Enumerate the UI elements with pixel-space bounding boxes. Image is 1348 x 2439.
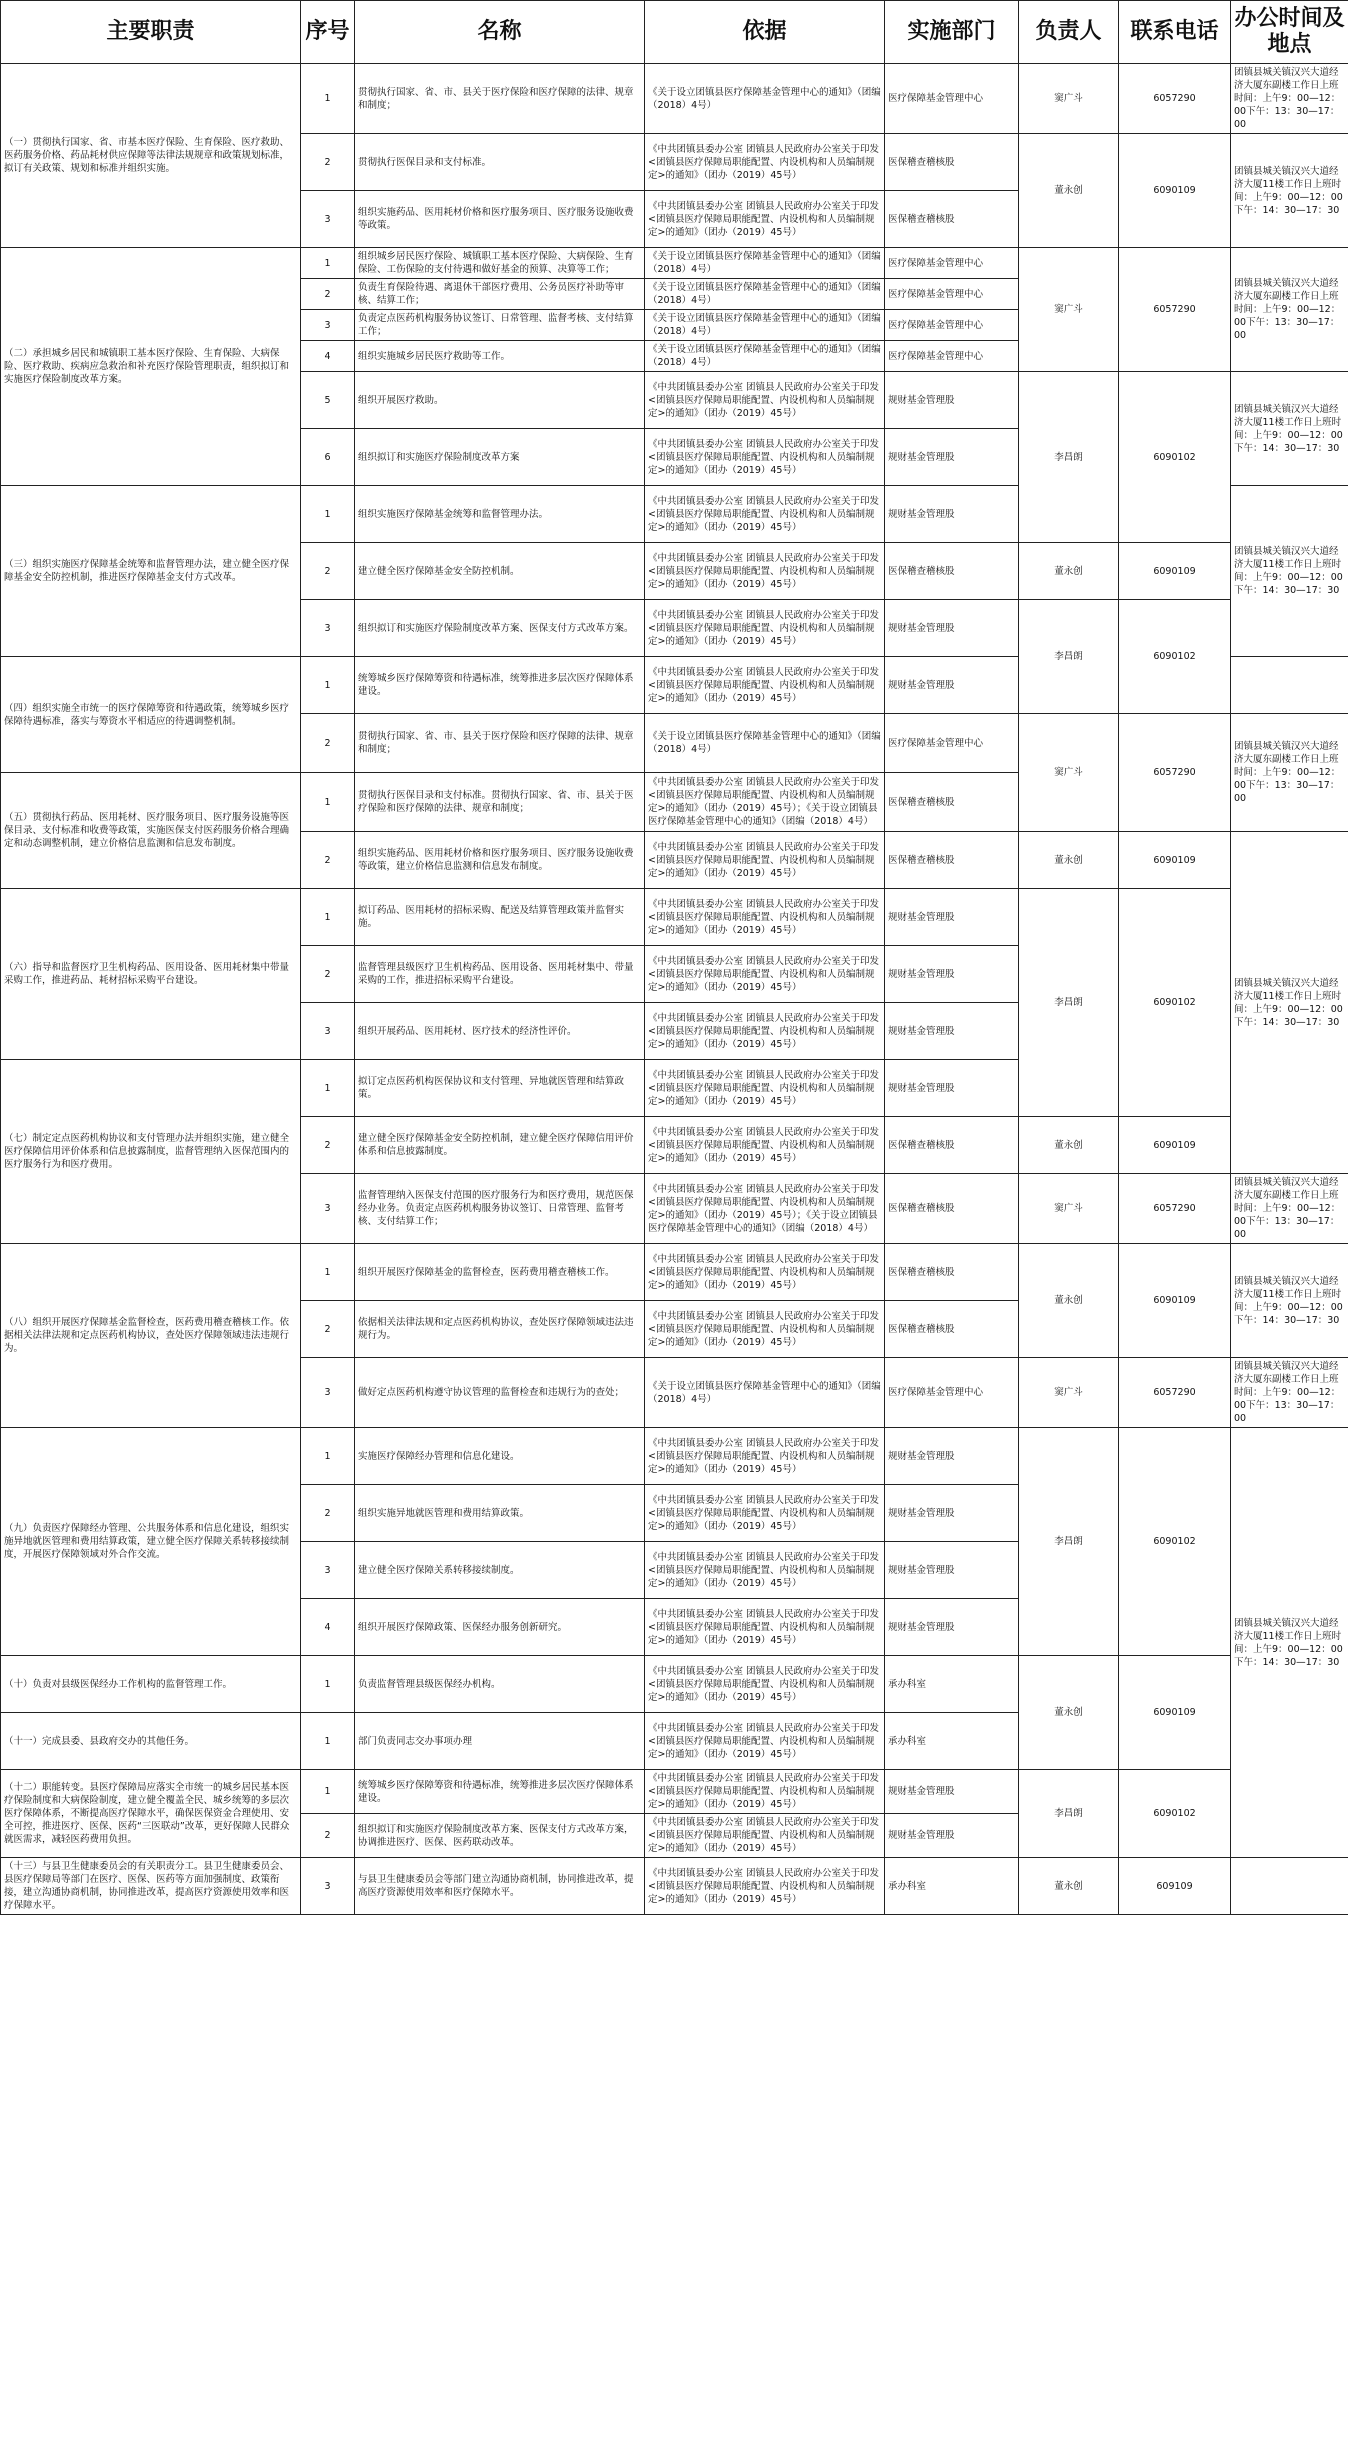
duty-cell: （二）承担城乡居民和城镇职工基本医疗保险、生育保险、大病保险、医疗救助、疾病应急救治和补充医疗保险管理职责，组织拟订和实施医疗保险制度改革方案。 — [1, 248, 301, 486]
dept-cell: 规财基金管理股 — [885, 1003, 1019, 1060]
person-cell: 董永创 — [1019, 1858, 1119, 1915]
dept-cell: 医保稽查稽核股 — [885, 1117, 1019, 1174]
table-row — [1, 1244, 1348, 1301]
seq-cell: 1 — [301, 1060, 355, 1117]
dept-cell: 医疗保障基金管理中心 — [885, 64, 1019, 134]
basis-cell: 《关于设立团镇县医疗保障基金管理中心的通知》（团编（2018）4号） — [645, 1358, 885, 1428]
seq-cell: 1 — [301, 1244, 355, 1301]
basis-cell: 《中共团镇县委办公室 团镇县人民政府办公室关于印发<团镇县医疗保障局职能配置、内设机构和人员编制规定>的通知》（团办（2019）45号） — [645, 543, 885, 600]
office-cell: 团镇县城关镇汉兴大道经济大厦11楼工作日上班时间：上午9：00—12：00下午：14：30—17：30 — [1231, 1428, 1348, 1858]
phone-cell: 6057290 — [1119, 64, 1231, 134]
basis-cell: 《中共团镇县委办公室 团镇县人民政府办公室关于印发<团镇县医疗保障局职能配置、内设机构和人员编制规定>的通知》（团办（2019）45号） — [645, 1301, 885, 1358]
name-cell: 贯彻执行国家、省、市、县关于医疗保险和医疗保障的法律、规章和制度； — [355, 64, 645, 134]
office-cell: 团镇县城关镇汉兴大道经济大厦11楼工作日上班时间：上午9：00—12：00下午：14：30—17：30 — [1231, 832, 1348, 1174]
duty-cell: （八）组织开展医疗保障基金监督检查，医药费用稽查稽核工作。依据相关法律法规和定点医药机构协议，查处医疗保障领域违法违规行为。 — [1, 1244, 301, 1428]
name-cell: 贯彻执行医保目录和支付标准。 — [355, 134, 645, 191]
phone-cell: 6090109 — [1119, 1656, 1231, 1770]
office-cell: 团镇县城关镇汉兴大道经济大厦11楼工作日上班时间：上午9：00—12：00下午：14：30—17：30 — [1231, 1244, 1348, 1358]
seq-cell: 1 — [301, 486, 355, 543]
dept-cell: 医保稽查稽核股 — [885, 191, 1019, 248]
duty-cell: （一）贯彻执行国家、省、市基本医疗保险、生育保险、医疗救助、医药服务价格、药品耗材供应保障等法律法规规章和政策规划标准，拟订有关政策、规划和标准并组织实施。 — [1, 64, 301, 248]
basis-cell: 《中共团镇县委办公室 团镇县人民政府办公室关于印发<团镇县医疗保障局职能配置、内设机构和人员编制规定>的通知》（团办（2019）45号） — [645, 1713, 885, 1770]
name-cell: 组织实施药品、医用耗材价格和医疗服务项目、医疗服务设施收费等政策。 — [355, 191, 645, 248]
basis-cell: 《中共团镇县委办公室 团镇县人民政府办公室关于印发<团镇县医疗保障局职能配置、内设机构和人员编制规定>的通知》（团办（2019）45号） — [645, 600, 885, 657]
duty-cell: （十三）与县卫生健康委员会的有关职责分工。县卫生健康委员会、县医疗保障局等部门在医疗、医保、医药等方面加强制度、政策衔接，建立沟通协商机制，协同推进改革，提高医疗资源使用效率和医疗保障水平。 — [1, 1858, 301, 1915]
office-cell: 团镇县城关镇汉兴大道经济大厦11楼工作日上班时间：上午9：00—12：00下午：14：30—17：30 — [1231, 134, 1348, 248]
dept-cell: 医疗保障基金管理中心 — [885, 310, 1019, 341]
phone-cell: 6057290 — [1119, 1358, 1231, 1428]
basis-cell: 《关于设立团镇县医疗保障基金管理中心的通知》（团编（2018）4号） — [645, 64, 885, 134]
dept-cell: 承办科室 — [885, 1713, 1019, 1770]
name-cell: 建立健全医疗保障关系转移接续制度。 — [355, 1542, 645, 1599]
duty-cell: （十）负责对县级医保经办工作机构的监督管理工作。 — [1, 1656, 301, 1713]
name-cell: 负责生育保险待遇、离退休干部医疗费用、公务员医疗补助等审核、结算工作； — [355, 279, 645, 310]
name-cell: 组织拟订和实施医疗保险制度改革方案、医保支付方式改革方案。 — [355, 600, 645, 657]
person-cell: 李昌朗 — [1019, 600, 1119, 714]
duty-cell: （九）负责医疗保障经办管理、公共服务体系和信息化建设，组织实施异地就医管理和费用结算政策，建立健全医疗保障关系转移接续制度，开展医疗保障领域对外合作交流。 — [1, 1428, 301, 1656]
basis-cell: 《关于设立团镇县医疗保障基金管理中心的通知》（团编（2018）4号） — [645, 279, 885, 310]
basis-cell: 《中共团镇县委办公室 团镇县人民政府办公室关于印发<团镇县医疗保障局职能配置、内设机构和人员编制规定>的通知》（团办（2019）45号） — [645, 889, 885, 946]
phone-cell: 6057290 — [1119, 714, 1231, 832]
office-cell: 团镇县城关镇汉兴大道经济大厦东副楼工作日上班时间：上午9：00—12：00下午：13：30—17：00 — [1231, 64, 1348, 134]
dept-cell: 规财基金管理股 — [885, 372, 1019, 429]
basis-cell: 《关于设立团镇县医疗保障基金管理中心的通知》（团编（2018）4号） — [645, 341, 885, 372]
person-cell: 窦广斗 — [1019, 64, 1119, 134]
dept-cell: 规财基金管理股 — [885, 600, 1019, 657]
seq-cell: 2 — [301, 1814, 355, 1858]
office-cell: 团镇县城关镇汉兴大道经济大厦11楼工作日上班时间：上午9：00—12：00下午：14：30—17：30 — [1231, 372, 1348, 486]
basis-cell: 《关于设立团镇县医疗保障基金管理中心的通知》（团编（2018）4号） — [645, 714, 885, 773]
seq-cell: 5 — [301, 372, 355, 429]
basis-cell: 《中共团镇县委办公室 团镇县人民政府办公室关于印发<团镇县医疗保障局职能配置、内设机构和人员编制规定>的通知》（团办（2019）45号） — [645, 191, 885, 248]
basis-cell: 《中共团镇县委办公室 团镇县人民政府办公室关于印发<团镇县医疗保障局职能配置、内设机构和人员编制规定>的通知》（团办（2019）45号）；《关于设立团镇县医疗保障基金管理中心的通知》（团编（2018）4号） — [645, 773, 885, 832]
dept-cell: 医疗保障基金管理中心 — [885, 279, 1019, 310]
seq-cell: 1 — [301, 1428, 355, 1485]
dept-cell: 规财基金管理股 — [885, 486, 1019, 543]
dept-cell: 医疗保障基金管理中心 — [885, 341, 1019, 372]
table-row — [1, 1770, 1348, 1814]
basis-cell: 《中共团镇县委办公室 团镇县人民政府办公室关于印发<团镇县医疗保障局职能配置、内设机构和人员编制规定>的通知》（团办（2019）45号） — [645, 1117, 885, 1174]
dept-cell: 规财基金管理股 — [885, 1060, 1019, 1117]
phone-cell: 6090102 — [1119, 372, 1231, 543]
table-row — [1, 248, 1348, 279]
seq-cell: 3 — [301, 1174, 355, 1244]
seq-cell: 3 — [301, 1858, 355, 1915]
phone-cell: 6057290 — [1119, 248, 1231, 372]
seq-cell: 2 — [301, 832, 355, 889]
dept-cell: 规财基金管理股 — [885, 889, 1019, 946]
name-cell: 拟订定点医药机构医保协议和支付管理、异地就医管理和结算政策。 — [355, 1060, 645, 1117]
person-cell: 窦广斗 — [1019, 1358, 1119, 1428]
dept-cell: 医保稽查稽核股 — [885, 1174, 1019, 1244]
duty-cell: （十二）职能转变。县医疗保障局应落实全市统一的城乡居民基本医疗保险制度和大病保险制度，建立健全覆盖全民、城乡统筹的多层次医疗保障体系，不断提高医疗保障水平，确保医保资金合理使用、安全可控，推进医疗、医保、医药“三医联动”改革，更好保障人民群众就医需求，减轻医药费用负担。 — [1, 1770, 301, 1858]
duty-cell: （十一）完成县委、县政府交办的其他任务。 — [1, 1713, 301, 1770]
dept-cell: 规财基金管理股 — [885, 429, 1019, 486]
basis-cell: 《关于设立团镇县医疗保障基金管理中心的通知》（团编（2018）4号） — [645, 248, 885, 279]
header-office: 办公时间及地点 — [1231, 1, 1348, 64]
dept-cell: 医疗保障基金管理中心 — [885, 1358, 1019, 1428]
dept-cell: 规财基金管理股 — [885, 657, 1019, 714]
table-row — [1, 1858, 1348, 1915]
name-cell: 组织开展医疗保障基金的监督检查，医药费用稽查稽核工作。 — [355, 1244, 645, 1301]
office-cell: 团镇县城关镇汉兴大道经济大厦11楼工作日上班时间：上午9：00—12：00下午：14：30—17：30 — [1231, 486, 1348, 657]
seq-cell: 4 — [301, 341, 355, 372]
dept-cell: 医保稽查稽核股 — [885, 832, 1019, 889]
seq-cell: 3 — [301, 1003, 355, 1060]
office-cell: 团镇县城关镇汉兴大道经济大厦东副楼工作日上班时间：上午9：00—12：00下午：13：30—17：00 — [1231, 1358, 1348, 1428]
header-row — [1, 1, 1348, 64]
duty-cell: （六）指导和监督医疗卫生机构药品、医用设备、医用耗材集中带量采购工作，推进药品、耗材招标采购平台建设。 — [1, 889, 301, 1060]
dept-cell: 规财基金管理股 — [885, 1485, 1019, 1542]
phone-cell: 6090102 — [1119, 1428, 1231, 1656]
dept-cell: 医疗保障基金管理中心 — [885, 714, 1019, 773]
phone-cell: 6090109 — [1119, 1244, 1231, 1358]
dept-cell: 规财基金管理股 — [885, 946, 1019, 1003]
dept-cell: 医保稽查稽核股 — [885, 543, 1019, 600]
dept-cell: 医保稽查稽核股 — [885, 1244, 1019, 1301]
table-row — [1, 1428, 1348, 1485]
seq-cell: 1 — [301, 64, 355, 134]
dept-cell: 规财基金管理股 — [885, 1428, 1019, 1485]
person-cell: 李昌朗 — [1019, 372, 1119, 543]
seq-cell: 3 — [301, 191, 355, 248]
seq-cell: 3 — [301, 1542, 355, 1599]
phone-cell: 6090102 — [1119, 1770, 1231, 1858]
person-cell: 窦广斗 — [1019, 714, 1119, 832]
seq-cell: 2 — [301, 543, 355, 600]
name-cell: 组织拟订和实施医疗保险制度改革方案、医保支付方式改革方案，协调推进医疗、医保、医药联动改革。 — [355, 1814, 645, 1858]
phone-cell: 6090109 — [1119, 134, 1231, 248]
name-cell: 做好定点医药机构遵守协议管理的监督检查和违规行为的查处； — [355, 1358, 645, 1428]
phone-cell: 6090109 — [1119, 832, 1231, 889]
office-cell: 团镇县城关镇汉兴大道经济大厦东副楼工作日上班时间：上午9：00—12：00下午：13：30—17：00 — [1231, 1174, 1348, 1244]
name-cell: 统筹城乡医疗保障筹资和待遇标准，统筹推进多层次医疗保障体系建设。 — [355, 1770, 645, 1814]
dept-cell: 规财基金管理股 — [885, 1599, 1019, 1656]
name-cell: 组织开展医疗保障政策、医保经办服务创新研究。 — [355, 1599, 645, 1656]
person-cell: 李昌朗 — [1019, 889, 1119, 1117]
seq-cell: 3 — [301, 600, 355, 657]
seq-cell: 3 — [301, 310, 355, 341]
name-cell: 贯彻执行医保目录和支付标准。贯彻执行国家、省、市、县关于医疗保险和医疗保障的法律、规章和制度； — [355, 773, 645, 832]
header-dept: 实施部门 — [885, 1, 1019, 64]
name-cell: 组织开展医疗救助。 — [355, 372, 645, 429]
basis-cell: 《关于设立团镇县医疗保障基金管理中心的通知》（团编（2018）4号） — [645, 310, 885, 341]
basis-cell: 《中共团镇县委办公室 团镇县人民政府办公室关于印发<团镇县医疗保障局职能配置、内设机构和人员编制规定>的通知》（团办（2019）45号） — [645, 1770, 885, 1814]
name-cell: 依据相关法律法规和定点医药机构协议，查处医疗保障领域违法违规行为。 — [355, 1301, 645, 1358]
office-cell: 团镇县城关镇汉兴大道经济大厦东副楼工作日上班时间：上午9：00—12：00下午：13：30—17：00 — [1231, 714, 1348, 832]
basis-cell: 《中共团镇县委办公室 团镇县人民政府办公室关于印发<团镇县医疗保障局职能配置、内设机构和人员编制规定>的通知》（团办（2019）45号） — [645, 1542, 885, 1599]
header-person: 负责人 — [1019, 1, 1119, 64]
person-cell: 董永创 — [1019, 1117, 1119, 1174]
table-row — [1, 64, 1348, 134]
dept-cell: 医保稽查稽核股 — [885, 1301, 1019, 1358]
basis-cell: 《中共团镇县委办公室 团镇县人民政府办公室关于印发<团镇县医疗保障局职能配置、内设机构和人员编制规定>的通知》（团办（2019）45号） — [645, 1060, 885, 1117]
seq-cell: 1 — [301, 657, 355, 714]
name-cell: 监督管理纳入医保支付范围的医疗服务行为和医疗费用，规范医保经办业务。负责定点医药机构服务协议签订、日常管理、监督考核、支付结算工作； — [355, 1174, 645, 1244]
header-duty: 主要职责 — [1, 1, 301, 64]
duty-cell: （七）制定定点医药机构协议和支付管理办法并组织实施，建立健全医疗保障信用评价体系和信息披露制度，监督管理纳入医保范围内的医疗服务行为和医疗费用。 — [1, 1060, 301, 1244]
seq-cell: 3 — [301, 1358, 355, 1428]
table-row — [1, 889, 1348, 946]
seq-cell: 1 — [301, 1770, 355, 1814]
basis-cell: 《中共团镇县委办公室 团镇县人民政府办公室关于印发<团镇县医疗保障局职能配置、内设机构和人员编制规定>的通知》（团办（2019）45号） — [645, 1244, 885, 1301]
basis-cell: 《中共团镇县委办公室 团镇县人民政府办公室关于印发<团镇县医疗保障局职能配置、内设机构和人员编制规定>的通知》（团办（2019）45号） — [645, 1858, 885, 1915]
name-cell: 与县卫生健康委员会等部门建立沟通协商机制，协同推进改革，提高医疗资源使用效率和医疗保障水平。 — [355, 1858, 645, 1915]
seq-cell: 1 — [301, 1656, 355, 1713]
name-cell: 贯彻执行国家、省、市、县关于医疗保险和医疗保障的法律、规章和制度； — [355, 714, 645, 773]
office-cell — [1231, 1858, 1348, 1915]
person-cell: 董永创 — [1019, 832, 1119, 889]
name-cell: 组织拟订和实施医疗保险制度改革方案 — [355, 429, 645, 486]
dept-cell: 医保稽查稽核股 — [885, 773, 1019, 832]
basis-cell: 《中共团镇县委办公室 团镇县人民政府办公室关于印发<团镇县医疗保障局职能配置、内设机构和人员编制规定>的通知》（团办（2019）45号） — [645, 1656, 885, 1713]
person-cell: 窦广斗 — [1019, 1174, 1119, 1244]
person-cell: 董永创 — [1019, 543, 1119, 600]
dept-cell: 医保稽查稽核股 — [885, 134, 1019, 191]
person-cell: 董永创 — [1019, 1656, 1119, 1770]
dept-cell: 规财基金管理股 — [885, 1770, 1019, 1814]
basis-cell: 《中共团镇县委办公室 团镇县人民政府办公室关于印发<团镇县医疗保障局职能配置、内设机构和人员编制规定>的通知》（团办（2019）45号） — [645, 486, 885, 543]
name-cell: 组织实施异地就医管理和费用结算政策。 — [355, 1485, 645, 1542]
seq-cell: 2 — [301, 1117, 355, 1174]
basis-cell: 《中共团镇县委办公室 团镇县人民政府办公室关于印发<团镇县医疗保障局职能配置、内设机构和人员编制规定>的通知》（团办（2019）45号） — [645, 1003, 885, 1060]
phone-cell: 609109 — [1119, 1858, 1231, 1915]
name-cell: 组织实施医疗保障基金统筹和监督管理办法。 — [355, 486, 645, 543]
name-cell: 负责定点医药机构服务协议签订、日常管理、监督考核、支付结算工作； — [355, 310, 645, 341]
person-cell: 李昌朗 — [1019, 1770, 1119, 1858]
seq-cell: 4 — [301, 1599, 355, 1656]
seq-cell: 6 — [301, 429, 355, 486]
name-cell: 组织开展药品、医用耗材、医疗技术的经济性评价。 — [355, 1003, 645, 1060]
name-cell: 组织实施城乡居民医疗救助等工作。 — [355, 341, 645, 372]
seq-cell: 1 — [301, 1713, 355, 1770]
name-cell: 监督管理县级医疗卫生机构药品、医用设备、医用耗材集中、带量采购的工作，推进招标采购平台建设。 — [355, 946, 645, 1003]
person-cell: 董永创 — [1019, 1244, 1119, 1358]
seq-cell: 2 — [301, 946, 355, 1003]
person-cell: 董永创 — [1019, 134, 1119, 248]
name-cell: 建立健全医疗保障基金安全防控机制，建立健全医疗保障信用评价体系和信息披露制度。 — [355, 1117, 645, 1174]
person-cell: 窦广斗 — [1019, 248, 1119, 372]
basis-cell: 《中共团镇县委办公室 团镇县人民政府办公室关于印发<团镇县医疗保障局职能配置、内设机构和人员编制规定>的通知》（团办（2019）45号） — [645, 429, 885, 486]
name-cell: 拟订药品、医用耗材的招标采购、配送及结算管理政策并监督实施。 — [355, 889, 645, 946]
name-cell: 实施医疗保障经办管理和信息化建设。 — [355, 1428, 645, 1485]
seq-cell: 2 — [301, 134, 355, 191]
basis-cell: 《中共团镇县委办公室 团镇县人民政府办公室关于印发<团镇县医疗保障局职能配置、内设机构和人员编制规定>的通知》（团办（2019）45号） — [645, 1814, 885, 1858]
basis-cell: 《中共团镇县委办公室 团镇县人民政府办公室关于印发<团镇县医疗保障局职能配置、内设机构和人员编制规定>的通知》（团办（2019）45号） — [645, 1428, 885, 1485]
seq-cell: 2 — [301, 279, 355, 310]
basis-cell: 《中共团镇县委办公室 团镇县人民政府办公室关于印发<团镇县医疗保障局职能配置、内设机构和人员编制规定>的通知》（团办（2019）45号） — [645, 134, 885, 191]
seq-cell: 1 — [301, 773, 355, 832]
duty-cell: （四）组织实施全市统一的医疗保障筹资和待遇政策，统筹城乡医疗保障待遇标准，落实与筹资水平相适应的待遇调整机制。 — [1, 657, 301, 773]
basis-cell: 《中共团镇县委办公室 团镇县人民政府办公室关于印发<团镇县医疗保障局职能配置、内设机构和人员编制规定>的通知》（团办（2019）45号）；《关于设立团镇县医疗保障基金管理中心的通知》（团编（2018）4号） — [645, 1174, 885, 1244]
basis-cell: 《中共团镇县委办公室 团镇县人民政府办公室关于印发<团镇县医疗保障局职能配置、内设机构和人员编制规定>的通知》（团办（2019）45号） — [645, 372, 885, 429]
seq-cell: 1 — [301, 889, 355, 946]
phone-cell: 6090102 — [1119, 889, 1231, 1117]
name-cell: 建立健全医疗保障基金安全防控机制。 — [355, 543, 645, 600]
phone-cell: 6090109 — [1119, 543, 1231, 600]
name-cell: 组织城乡居民医疗保险、城镇职工基本医疗保险、大病保险、生育保险、工伤保险的支付待遇和做好基金的预算、决算等工作； — [355, 248, 645, 279]
name-cell: 负责监督管理县级医保经办机构。 — [355, 1656, 645, 1713]
header-basis: 依据 — [645, 1, 885, 64]
seq-cell: 2 — [301, 714, 355, 773]
office-cell: 团镇县城关镇汉兴大道经济大厦东副楼工作日上班时间：上午9：00—12：00下午：13：30—17：00 — [1231, 248, 1348, 372]
duty-cell: （五）贯彻执行药品、医用耗材、医疗服务项目、医疗服务设施等医保目录、支付标准和收费等政策，实施医保支付医药服务价格合理确定和动态调整机制，建立价格信息监测和信息发布制度。 — [1, 773, 301, 889]
office-cell — [1231, 657, 1348, 714]
header-phone: 联系电话 — [1119, 1, 1231, 64]
dept-cell: 承办科室 — [885, 1858, 1019, 1915]
phone-cell: 6090102 — [1119, 600, 1231, 714]
dept-cell: 承办科室 — [885, 1656, 1019, 1713]
dept-cell: 规财基金管理股 — [885, 1542, 1019, 1599]
name-cell: 部门负责同志交办事项办理 — [355, 1713, 645, 1770]
person-cell: 李昌朗 — [1019, 1428, 1119, 1656]
basis-cell: 《中共团镇县委办公室 团镇县人民政府办公室关于印发<团镇县医疗保障局职能配置、内设机构和人员编制规定>的通知》（团办（2019）45号） — [645, 946, 885, 1003]
table-row — [1, 1656, 1348, 1713]
header-seq: 序号 — [301, 1, 355, 64]
phone-cell: 6090109 — [1119, 1117, 1231, 1174]
seq-cell: 2 — [301, 1301, 355, 1358]
basis-cell: 《中共团镇县委办公室 团镇县人民政府办公室关于印发<团镇县医疗保障局职能配置、内设机构和人员编制规定>的通知》（团办（2019）45号） — [645, 1599, 885, 1656]
basis-cell: 《中共团镇县委办公室 团镇县人民政府办公室关于印发<团镇县医疗保障局职能配置、内设机构和人员编制规定>的通知》（团办（2019）45号） — [645, 832, 885, 889]
basis-cell: 《中共团镇县委办公室 团镇县人民政府办公室关于印发<团镇县医疗保障局职能配置、内设机构和人员编制规定>的通知》（团办（2019）45号） — [645, 657, 885, 714]
dept-cell: 医疗保障基金管理中心 — [885, 248, 1019, 279]
name-cell: 统筹城乡医疗保障筹资和待遇标准，统筹推进多层次医疗保障体系建设。 — [355, 657, 645, 714]
seq-cell: 1 — [301, 248, 355, 279]
phone-cell: 6057290 — [1119, 1174, 1231, 1244]
header-name: 名称 — [355, 1, 645, 64]
dept-cell: 规财基金管理股 — [885, 1814, 1019, 1858]
seq-cell: 2 — [301, 1485, 355, 1542]
duty-cell: （三）组织实施医疗保障基金统筹和监督管理办法，建立健全医疗保障基金安全防控机制，推进医疗保障基金支付方式改革。 — [1, 486, 301, 657]
basis-cell: 《中共团镇县委办公室 团镇县人民政府办公室关于印发<团镇县医疗保障局职能配置、内设机构和人员编制规定>的通知》（团办（2019）45号） — [645, 1485, 885, 1542]
name-cell: 组织实施药品、医用耗材价格和医疗服务项目、医疗服务设施收费等政策，建立价格信息监测和信息发布制度。 — [355, 832, 645, 889]
